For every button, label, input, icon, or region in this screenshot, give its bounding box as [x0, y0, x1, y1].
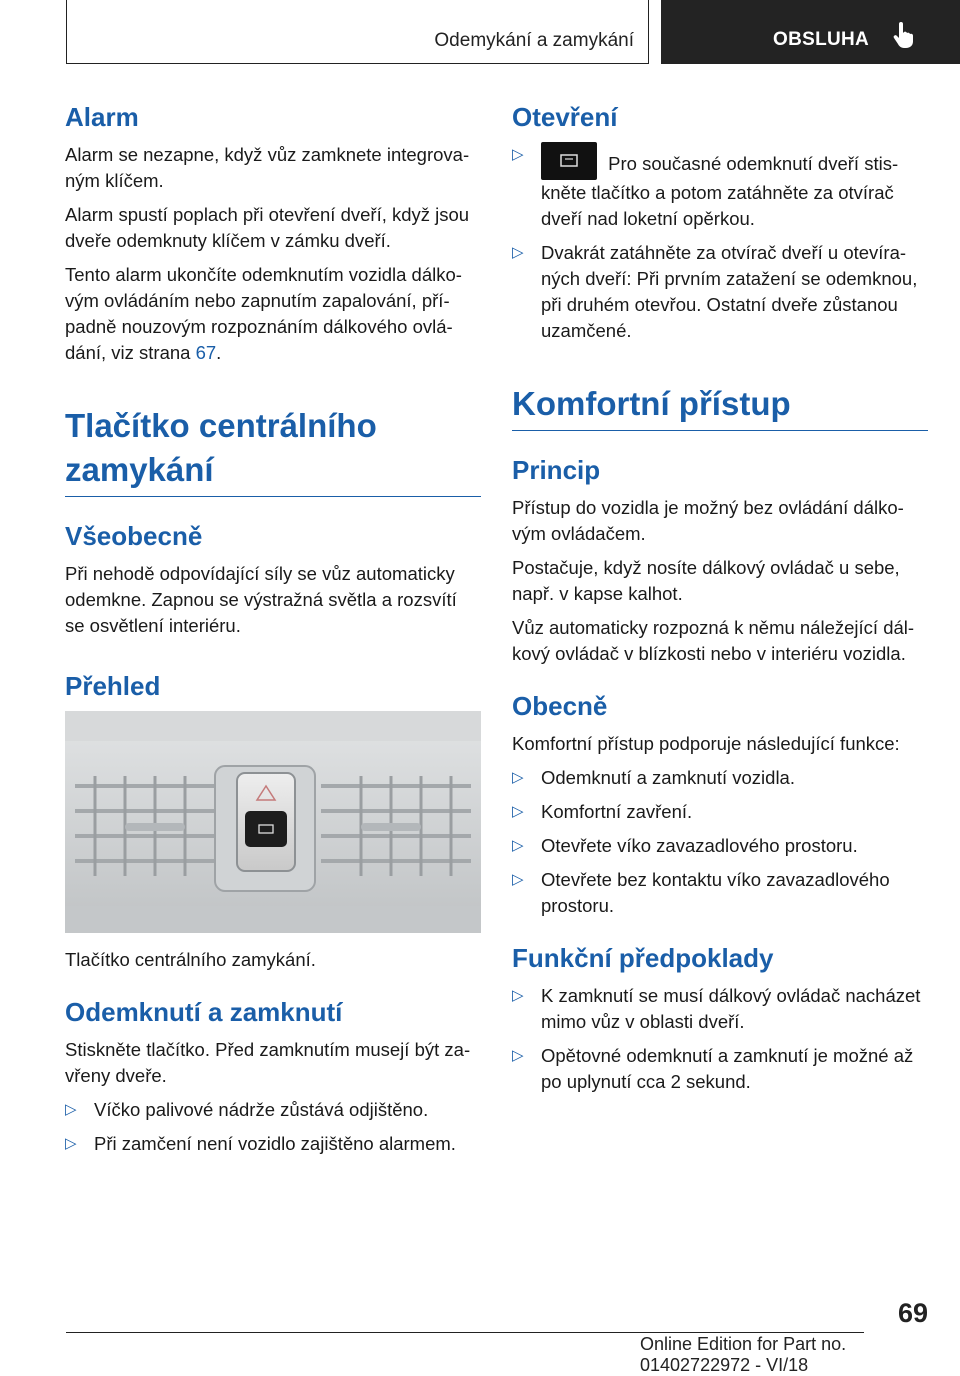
list-item: [512, 765, 928, 791]
bullet-marker-icon: ▷: [512, 803, 524, 820]
bullet-marker-icon: ▷: [512, 987, 524, 1004]
opening-heading: Otevření: [512, 102, 618, 132]
central-lock-button-photo: [65, 711, 481, 933]
list-item: [65, 1097, 481, 1123]
list-item-text: Otevřete bez kontaktu víko zavazadlového prostoru.: [541, 869, 890, 916]
list-item-text: Víčko palivové nádrže zůstává odjištěno.: [94, 1099, 429, 1120]
photo-caption: Tlačítko centrálního zamykání.: [65, 949, 316, 970]
list-item-text: Dvakrát zatáhněte za otvírač dveří u otevíraných dveří: Při prvním zatažení se odemknou, při druhém otevřou. Ostatní dveře zůstanou uzamčené.: [541, 242, 918, 341]
pointing-hand-icon: [893, 22, 915, 48]
list-item: [512, 983, 928, 1035]
header-frame: [66, 0, 649, 64]
general-paragraph-right: Komfortní přístup podporuje následující funkce:: [512, 733, 900, 754]
list-item: [512, 1043, 928, 1095]
principle-paragraph-2: Postačuje, když nosíte dálkový ovládač u sebe, např. v kapse kalhot.: [512, 557, 900, 604]
list-item-text: Odemknutí a zamknutí vozidla.: [541, 767, 795, 788]
alarm-paragraph-3-end: .: [216, 342, 222, 363]
bullet-marker-icon: ▷: [512, 871, 524, 888]
list-item: [512, 799, 928, 825]
page-number: 69: [897, 1298, 928, 1328]
central-lock-heading: Tlačítko centrálního zamykání: [65, 404, 481, 497]
general-paragraph: Při nehodě odpovídající síly se vůz automaticky odemkne. Zapnou se výstražná světla a rozsvítí se osvětlení interiéru.: [65, 563, 457, 636]
chapter-tab-label: OBSLUHA: [773, 29, 870, 50]
bullet-marker-icon: ▷: [65, 1101, 77, 1118]
bullet-marker-icon: ▷: [512, 244, 524, 261]
list-item-text: Otevřete víko zavazadlového prostoru.: [541, 835, 858, 856]
unlock-lock-heading: Odemknutí a zamknutí: [65, 997, 343, 1027]
principle-paragraph-3: Vůz automaticky rozpozná k němu náležející dálkový ovládač v blízkosti nebo v interiéru vozidla.: [512, 617, 915, 664]
chapter-tab: [661, 0, 960, 64]
unlock-lock-paragraph: Stiskněte tlačítko. Před zamknutím musejí být zavřeny dveře.: [65, 1039, 471, 1086]
list-item: [512, 833, 928, 859]
preconditions-heading: Funkční předpoklady: [512, 943, 774, 973]
left-column: [65, 100, 481, 1165]
list-item: [512, 240, 928, 344]
alarm-paragraph-3-text: Tento alarm ukončíte odemknutím vozidla dálkovým ovládáním nebo zapnutím zapalování, případně nouzovým rozpoznáním dálkového ovládání, viz strana: [65, 264, 462, 363]
list-item: [512, 142, 928, 232]
list-item: [65, 1131, 481, 1157]
list-item-text: K zamknutí se musí dálkový ovládač nacházet mimo vůz v oblasti dveří.: [541, 985, 921, 1032]
list-item: [512, 867, 928, 919]
edition-text: Online Edition for Part no. 01402722972 - VI/18: [640, 1334, 847, 1375]
bullet-marker-icon: ▷: [512, 1047, 524, 1064]
bullet-marker-icon: ▷: [65, 1135, 77, 1152]
alarm-paragraph-1: Alarm se nezapne, když vůz zamknete integrovaným klíčem.: [65, 144, 470, 191]
overview-heading: Přehled: [65, 671, 161, 701]
principle-heading: Princip: [512, 455, 601, 485]
general-heading: Všeobecně: [65, 521, 203, 551]
alarm-paragraph-2: Alarm spustí poplach při otevření dveří, když jsou dveře odemknuty klíčem v zámku dveří.: [65, 204, 470, 251]
list-item-text: Opětovné odemknutí a zamknutí je možné až po uplynutí cca 2 sekund.: [541, 1045, 914, 1092]
bullet-marker-icon: ▷: [512, 837, 524, 854]
alarm-heading: Alarm: [65, 102, 139, 132]
section-title: Odemykání a zamykání: [434, 30, 634, 51]
alarm-paragraph-3: [65, 262, 481, 366]
list-item-text: Komfortní zavření.: [541, 801, 693, 822]
comfort-access-heading: Komfortní přístup: [512, 382, 928, 431]
list-item-text: Pro současné odemknutí dveří stiskněte tlačítko a potom zatáhněte za otvírač dveří nad loketní opěrkou.: [541, 153, 899, 229]
bullet-marker-icon: ▷: [512, 146, 524, 163]
right-column: [512, 100, 928, 1103]
principle-paragraph-1: Přístup do vozidla je možný bez ovládání dálkovým ovládačem.: [512, 497, 904, 544]
bullet-marker-icon: ▷: [512, 769, 524, 786]
page-reference-link[interactable]: 67: [195, 342, 217, 363]
door-unlock-button-icon: [541, 142, 597, 180]
footer-divider: [66, 1332, 864, 1333]
list-item-text: Při zamčení není vozidlo zajištěno alarmem.: [94, 1133, 456, 1154]
general-heading-right: Obecně: [512, 691, 608, 721]
air-vent-illustration: [65, 711, 481, 933]
